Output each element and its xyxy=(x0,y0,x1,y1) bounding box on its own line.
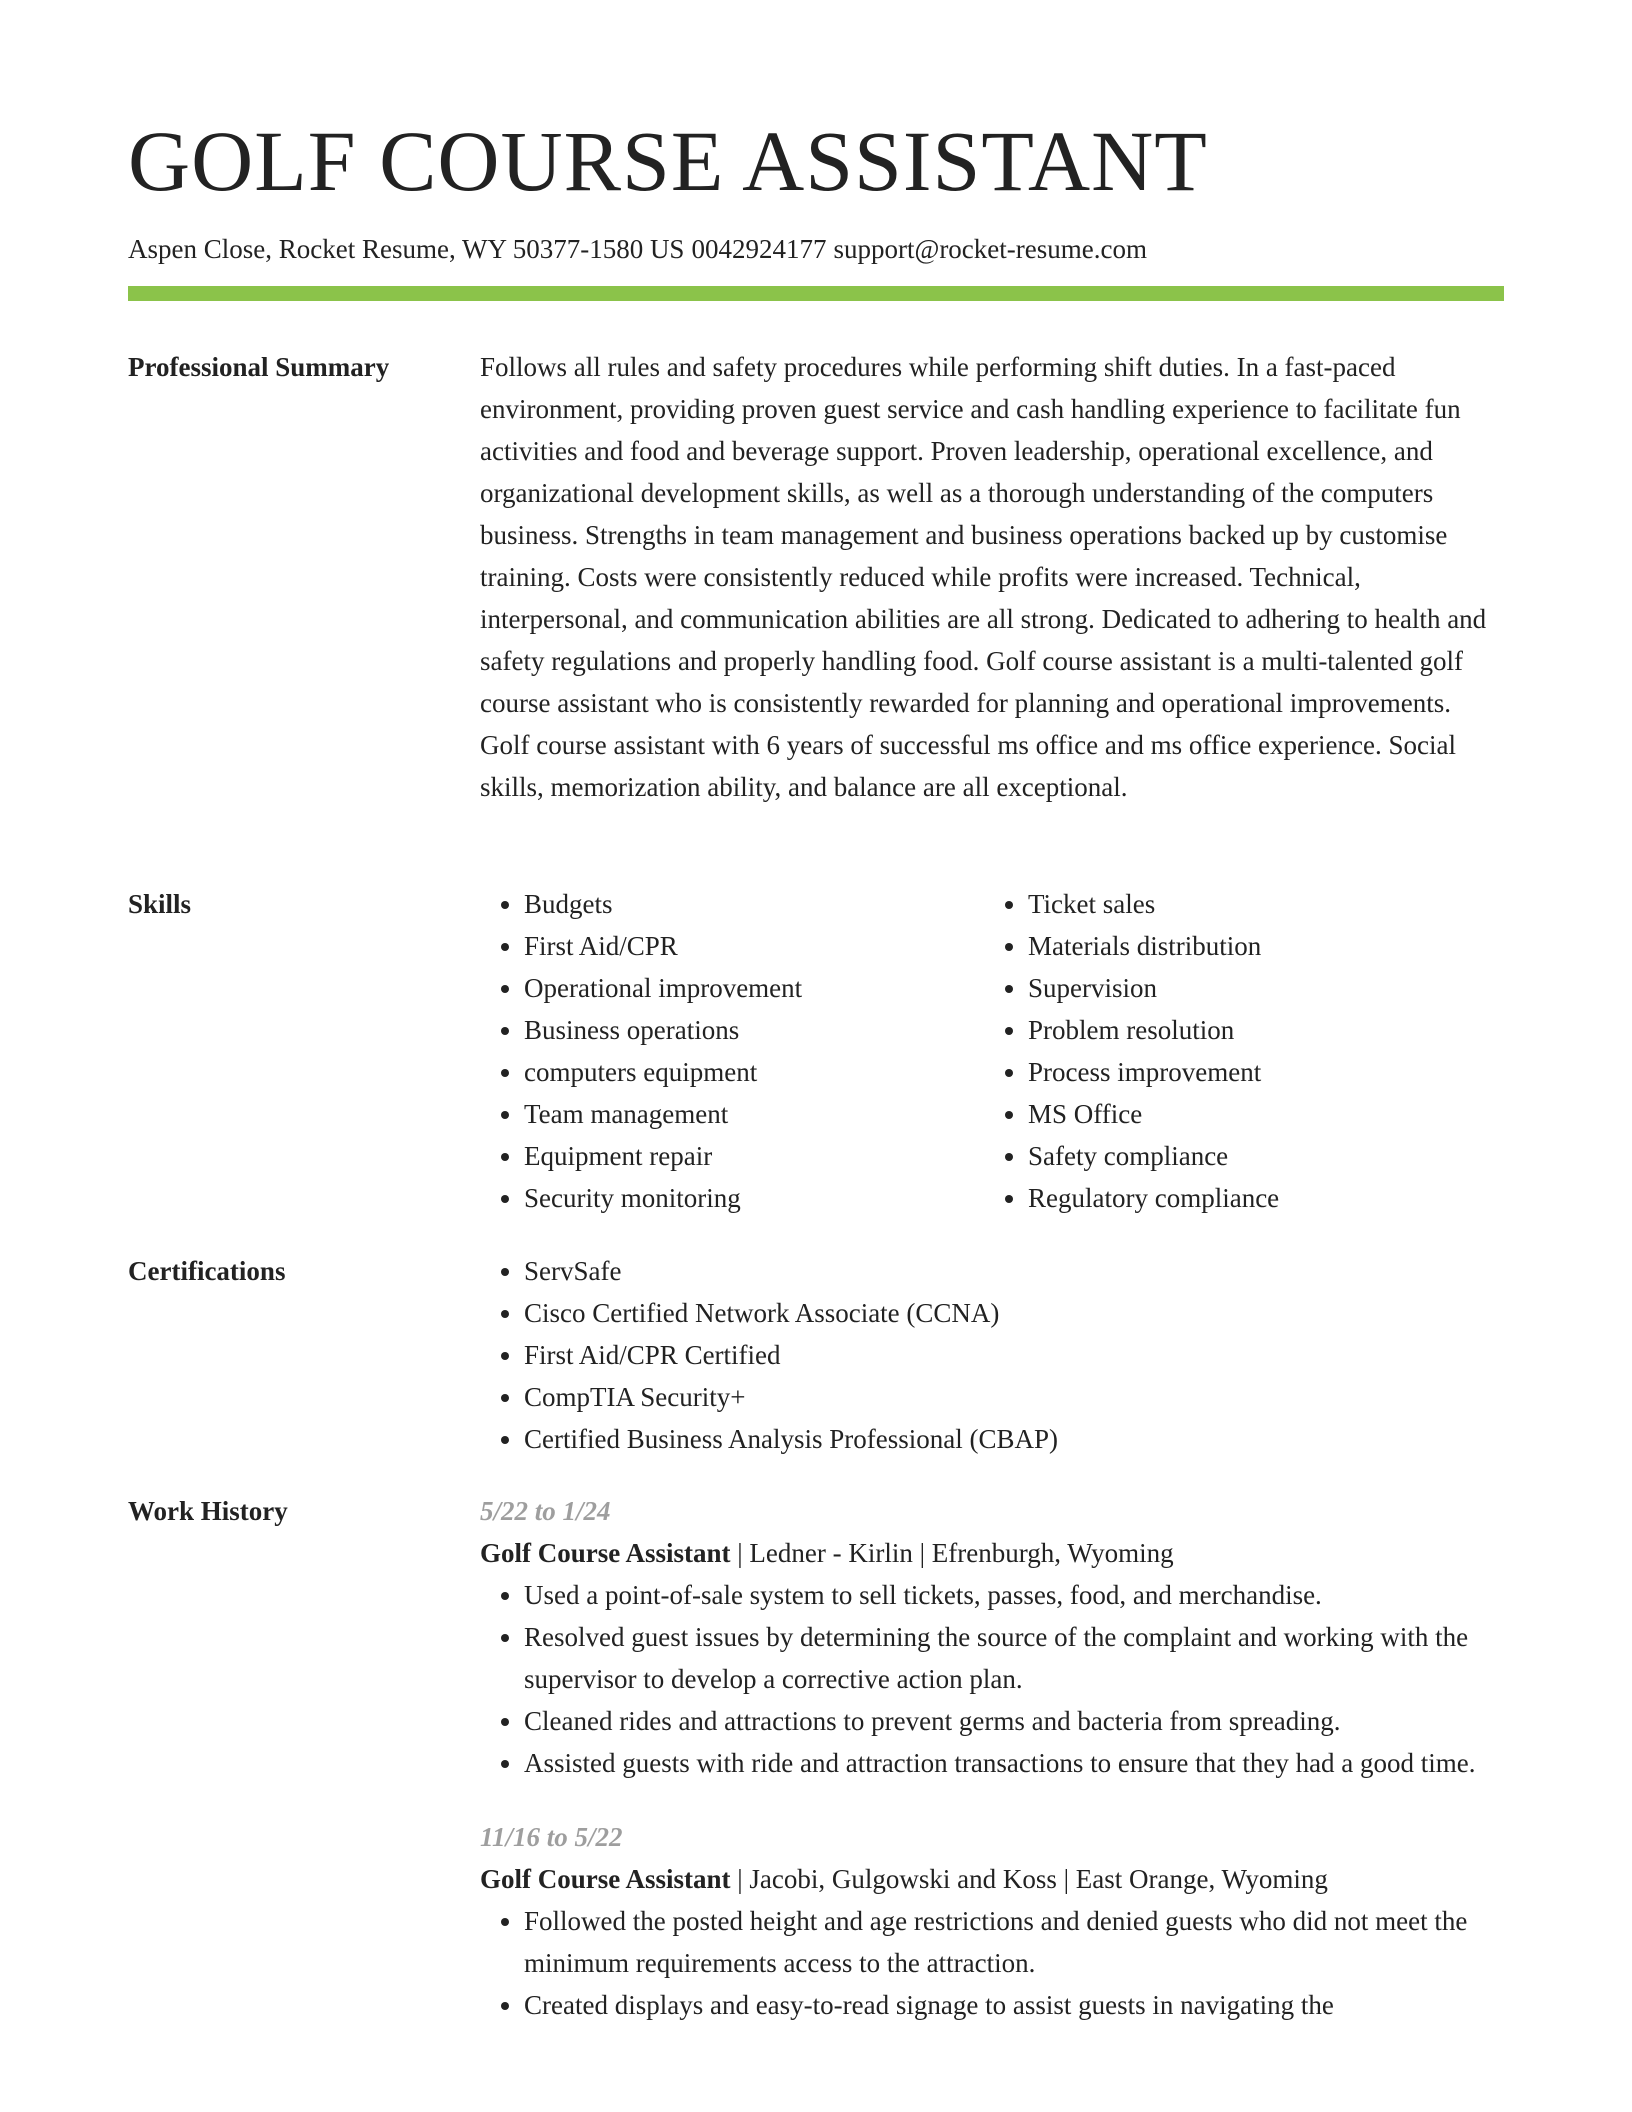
summary-text: Follows all rules and safety procedures while performing shift duties. In a fast-paced environment, providing proven guest service and cash handling experience to facilitate fun activities and food and beverage support. Proven leadership, operational excellence, and organizational development skills, as well as a thorough understanding of the computers business. Strengths in team management and business operations backed up by customise training. Costs were consistently reduced while profits were increased. Technical, interpersonal, and communication abilities are all strong. Dedicated to adhering to health and safety regulations and properly handling food. Golf course assistant is a multi-talented golf course assistant who is consistently rewarded for planning and operational improvements. Golf course assistant with 6 years of successful ms office and ms office experience. Social skills, memorization ability, and balance are all exceptional. xyxy=(480,352,1487,802)
job-bullet: • Assisted guests with ride and attraction transactions to ensure that they had a good time. xyxy=(524,1742,1504,1784)
job-title: Golf Course Assistant xyxy=(480,1538,731,1568)
work-history-body xyxy=(480,1490,1504,2026)
page-title: GOLF COURSE ASSISTANT xyxy=(128,113,1208,209)
skill-item: • Process improvement xyxy=(1028,1051,1488,1093)
certifications-body xyxy=(480,1250,1504,1460)
skill-item: • Team management xyxy=(524,1093,984,1135)
skills-heading: Skills xyxy=(128,889,192,919)
skills-column-left xyxy=(480,883,984,1219)
skill-item: • Operational improvement xyxy=(524,967,984,1009)
certifications-list xyxy=(480,1250,1504,1460)
job-bullets xyxy=(480,1900,1504,2026)
contact-address: Aspen Close, Rocket Resume, WY 50377-1580 US xyxy=(128,234,685,264)
job-bullet: • Resolved guest issues by determining the source of the complaint and working with the supervisor to develop a corrective action plan. xyxy=(524,1616,1504,1700)
job-title-line xyxy=(480,1858,1504,1900)
job-entry xyxy=(480,1490,1504,1784)
certification-item: • CompTIA Security+ xyxy=(524,1376,1504,1418)
job-dates: 11/16 to 5/22 xyxy=(480,1822,623,1852)
summary-heading: Professional Summary xyxy=(128,352,390,382)
contact-email: support@rocket-resume.com xyxy=(833,234,1147,264)
certifications-heading: Certifications xyxy=(128,1256,286,1286)
certification-item: • First Aid/CPR Certified xyxy=(524,1334,1504,1376)
job-entry xyxy=(480,1816,1504,2026)
skill-item: • Safety compliance xyxy=(1028,1135,1488,1177)
job-bullet: • Cleaned rides and attractions to prevent germs and bacteria from spreading. xyxy=(524,1700,1504,1742)
job-company: | Jacobi, Gulgowski and Koss | East Orange, Wyoming xyxy=(730,1864,1328,1894)
contact-line xyxy=(128,232,1147,266)
skill-item: • Regulatory compliance xyxy=(1028,1177,1488,1219)
skills-grid xyxy=(480,883,1504,1219)
skill-item: • Problem resolution xyxy=(1028,1009,1488,1051)
certification-item: • ServSafe xyxy=(524,1250,1504,1292)
skill-item: • First Aid/CPR xyxy=(524,925,984,967)
job-bullet: • Created displays and easy-to-read signage to assist guests in navigating the xyxy=(524,1984,1504,2026)
skill-item: • Supervision xyxy=(1028,967,1488,1009)
skill-item: • Security monitoring xyxy=(524,1177,984,1219)
skills-column-right xyxy=(984,883,1488,1219)
summary-body xyxy=(480,346,1504,808)
skill-item: • Budgets xyxy=(524,883,984,925)
job-company: | Ledner - Kirlin | Efrenburgh, Wyoming xyxy=(730,1538,1174,1568)
skill-item: • Equipment repair xyxy=(524,1135,984,1177)
certification-item: • Cisco Certified Network Associate (CCNA) xyxy=(524,1292,1504,1334)
skill-item: • MS Office xyxy=(1028,1093,1488,1135)
skill-item: • Ticket sales xyxy=(1028,883,1488,925)
job-title: Golf Course Assistant xyxy=(480,1864,731,1894)
header-divider xyxy=(128,286,1504,301)
skill-item: • Materials distribution xyxy=(1028,925,1488,967)
skill-item: • Business operations xyxy=(524,1009,984,1051)
job-bullet: • Used a point-of-sale system to sell tickets, passes, food, and merchandise. xyxy=(524,1574,1504,1616)
contact-phone: 0042924177 xyxy=(691,234,827,264)
skills-list-left xyxy=(480,883,984,1219)
job-bullet: • Followed the posted height and age restrictions and denied guests who did not meet the minimum requirements access to the attraction. xyxy=(524,1900,1504,1984)
work-history-heading: Work History xyxy=(128,1496,288,1526)
job-bullets xyxy=(480,1574,1504,1784)
certification-item: • Certified Business Analysis Professional (CBAP) xyxy=(524,1418,1504,1460)
job-dates: 5/22 to 1/24 xyxy=(480,1496,611,1526)
skill-item: • computers equipment xyxy=(524,1051,984,1093)
job-title-line xyxy=(480,1532,1504,1574)
skills-list-right xyxy=(984,883,1488,1219)
